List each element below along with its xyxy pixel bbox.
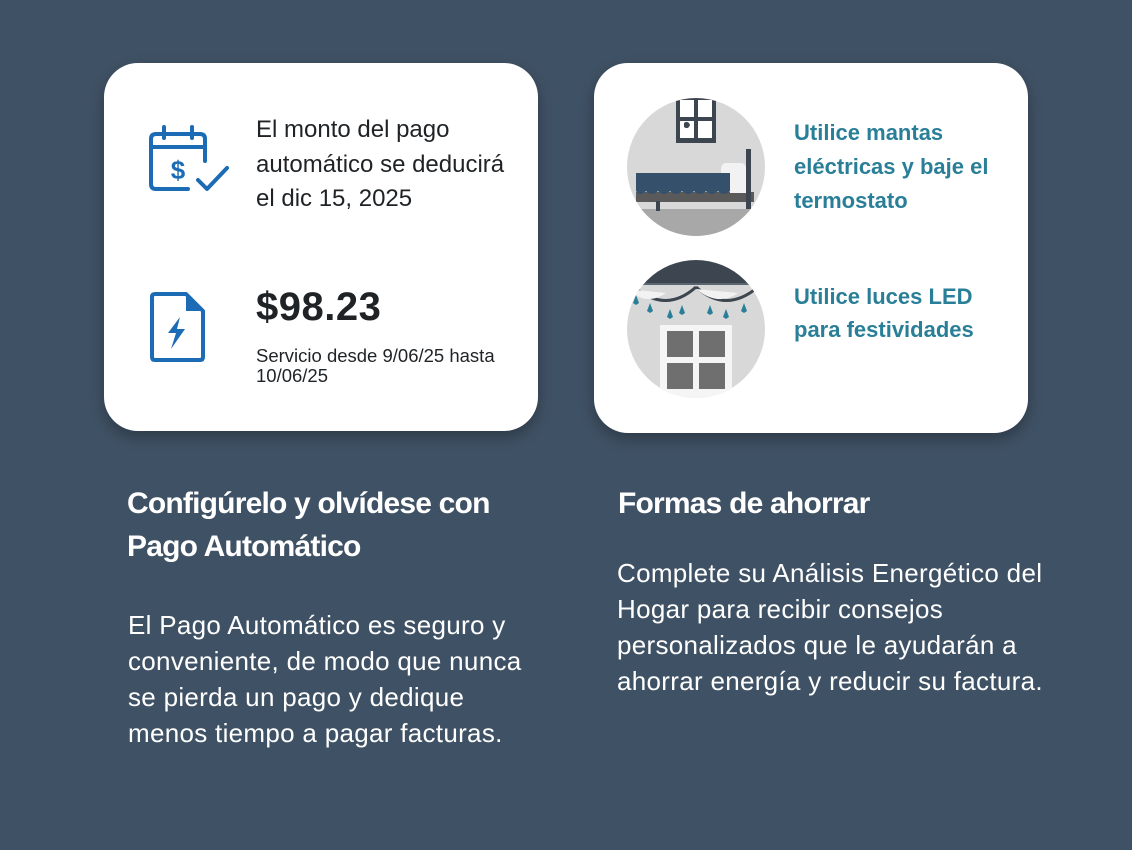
electric-bill-document-icon [148,291,208,368]
tip-electric-blankets: Utilice mantas eléctricas y baje el termostato [794,120,989,213]
calendar-dollar-check-icon [148,123,232,200]
autopay-description: El Pago Automático es seguro y conveniente, de modo que nunca se pierda un pago y dedique menos tiempo a pagar facturas. [128,610,522,748]
savings-description: Complete su Análisis Energético del Hogar para recibir consejos personalizados que le ayudarán a ahorrar energía y reducir su factura. [617,558,1043,696]
svg-text:$: $ [170,155,186,185]
holiday-led-lights-illustration [626,259,766,404]
savings-tips-card [594,63,1028,433]
savings-heading: Formas de ahorrar [618,487,870,520]
tip-led-lights: Utilice luces LED para festividades [794,284,974,342]
service-period: Servicio desde 9/06/25 hasta 10/06/25 [256,345,495,386]
autopay-amount: $98.23 [256,285,382,329]
autopay-heading: Configúrelo y olvídese con Pago Automático [127,487,490,563]
autopay-card [104,63,538,431]
bedroom-blanket-illustration [626,97,766,242]
autopay-deduction-text: El monto del pago automático se deducirá el dic 15, 2025 [256,116,505,212]
